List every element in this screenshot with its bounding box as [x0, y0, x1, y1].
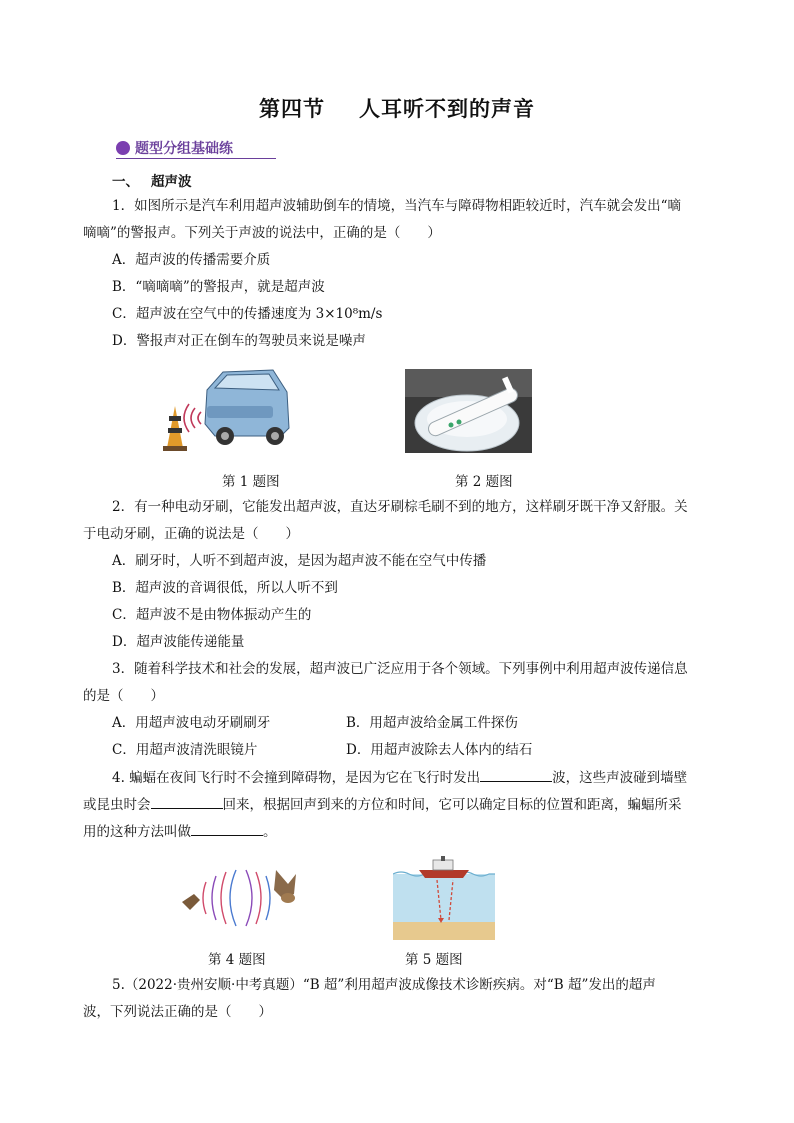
q1-option-c: C．超声波在空气中的传播速度为 3×10⁸m/s	[112, 306, 383, 322]
q4-text: 用的这种方法叫做	[83, 824, 191, 840]
section-heading	[112, 170, 192, 190]
figure-5-caption: 第 5 题图	[405, 952, 463, 968]
section-name: 超声波	[151, 174, 192, 190]
q5-stem-line1: 5.（2022·贵州安顺·中考真题）“B 超”利用超声波成像技术诊断疾病。对“B 超”发出的超声	[112, 977, 656, 993]
answer-blank[interactable]	[151, 794, 223, 809]
figure-4-caption: 第 4 题图	[208, 952, 266, 968]
q3-option-b: B．用超声波给金属工件探伤	[346, 715, 518, 731]
page-title	[0, 93, 794, 123]
bullet-dot-icon	[116, 141, 130, 155]
title-topic: 人耳听不到的声音	[359, 97, 535, 121]
section-number: 一、	[112, 174, 139, 190]
q4-text: 或昆虫时会	[83, 797, 151, 813]
q3-option-d: D．用超声波除去人体内的结石	[346, 742, 533, 758]
figure-2-caption: 第 2 题图	[455, 474, 513, 490]
q3-stem-line2: 的是（ ）	[83, 688, 164, 704]
q4-text: 回来，根据回声到来的方位和时间，它可以确定目标的位置和距离，蝙蝠所采	[222, 797, 682, 813]
q2-option-b: B．超声波的音调很低，所以人听不到	[112, 580, 338, 596]
q4-text: 波，这些声波碰到墙壁	[552, 770, 688, 786]
q2-option-a: A．刷牙时，人听不到超声波，是因为超声波不能在空气中传播	[112, 553, 487, 569]
q4-text: 。	[263, 824, 277, 840]
q1-option-d: D．警报声对正在倒车的驾驶员来说是噪声	[112, 333, 366, 349]
q1-stem-line2: 嘀嘀”的警报声。下列关于声波的说法中，正确的是（ ）	[83, 225, 441, 241]
q4-text: 4. 蝙蝠在夜间飞行时不会撞到障碍物，是因为它在飞行时发出	[112, 770, 481, 786]
q4-stem-line1	[112, 767, 687, 788]
q5-stem-line2: 波，下列说法正确的是（ ）	[83, 1004, 272, 1020]
q1-option-b: B．“嘀嘀嘀”的警报声，就是超声波	[112, 279, 325, 295]
badge-label: 题型分组基础练	[135, 141, 233, 157]
q3-stem-line1: 3．随着科学技术和社会的发展，超声波已广泛应用于各个领域。下列事例中利用超声波传递信息	[112, 661, 688, 677]
car-reversing-figure	[155, 362, 295, 457]
q2-stem-line2: 于电动牙刷，正确的说法是（ ）	[83, 526, 299, 542]
ship-sonar-figure	[393, 856, 495, 940]
q3-option-c: C．用超声波清洗眼镜片	[112, 742, 258, 758]
answer-blank[interactable]	[480, 767, 552, 782]
q2-stem-line1: 2．有一种电动牙刷，它能发出超声波，直达牙刷棕毛刷不到的地方，这样刷牙既干净又舒服。关	[112, 499, 688, 515]
practice-type-badge	[116, 138, 276, 159]
q2-option-d: D．超声波能传递能量	[112, 634, 245, 650]
q3-option-a: A．用超声波电动牙刷刷牙	[112, 715, 271, 731]
electric-toothbrush-figure	[405, 369, 532, 453]
title-section-number: 第四节	[259, 97, 325, 121]
q2-option-c: C．超声波不是由物体振动产生的	[112, 607, 312, 623]
answer-blank[interactable]	[191, 821, 263, 836]
q1-stem-line1: 1．如图所示是汽车利用超声波辅助倒车的情境，当汽车与障碍物相距较近时，汽车就会发出“嘀	[112, 198, 681, 214]
q1-option-a: A．超声波的传播需要介质	[112, 252, 271, 268]
bat-echolocation-figure	[176, 864, 306, 930]
figure-1-caption: 第 1 题图	[222, 474, 280, 490]
q4-stem-line3	[83, 821, 277, 842]
q4-stem-line2	[83, 794, 682, 815]
